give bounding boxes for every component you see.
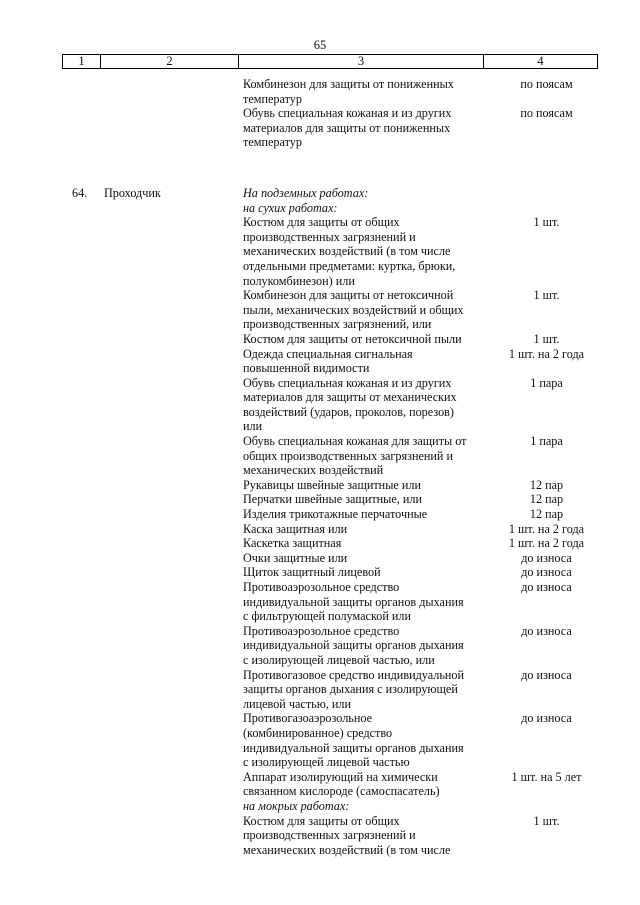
item-name-line: Каска защитная или [243,521,348,536]
column-header-1: 1 [63,55,101,69]
item-name-line: Щиток защитный лицевой [243,565,381,580]
item-quantity: до износа [521,550,572,565]
item-name-line: Костюм для защиты от общих [243,813,400,828]
item-name [243,770,486,799]
item-quantity: 1 шт. на 2 года [508,536,585,551]
item-quantity: 1 шт. на 5 лет [511,769,582,784]
item-name-line: механических воздействий [243,463,384,478]
item-name-line: производственных загрязнений и [243,229,416,244]
list-item [0,288,640,332]
item-quantity: 12 пар [529,477,564,492]
item-name [243,624,486,668]
item-name [243,507,486,522]
item-name-line: Рукавицы швейные защитные или [243,477,421,492]
list-item [0,624,640,668]
list-item [0,580,640,624]
item-name-line: повышенной видимости [243,361,370,376]
item-quantity: 1 шт. [533,331,560,346]
item-quantity: 12 пар [529,507,564,522]
item-name-line: Обувь специальная кожаная и из других [243,375,452,390]
item-name-line: связанном кислороде (самоспасатель) [243,784,440,799]
item-quantity: 12 пар [529,492,564,507]
item-name [243,522,486,537]
item-name-line: Одежда специальная сигнальная [243,346,413,361]
item-name-line: механических воздействий (в том числе [243,244,451,259]
profession-name: Проходчик [104,185,161,200]
item-name-line: отдельными предметами: куртка, брюки, [243,258,456,273]
item-name-line: температур [243,91,302,106]
row-gap [0,150,640,168]
table-body [0,77,640,857]
column-header-2: 2 [101,55,239,69]
list-item [0,522,640,537]
item-name [243,288,486,332]
item-name-line: защиты органов дыхания с изолирующей [243,682,458,697]
entry-number: 64. [72,185,88,200]
item-quantity: 1 шт. [533,813,560,828]
list-item [0,478,640,493]
item-name [243,814,486,858]
subsection-heading-wet: на мокрых работах: [243,798,350,813]
item-name-line: (комбинированное) средство [243,725,393,740]
page-number: 65 [313,38,327,52]
subsection-heading: на сухих работах: [243,200,338,215]
entry-64-wet-items [0,814,640,858]
item-name [243,668,486,712]
list-item [0,711,640,769]
item-name [243,376,486,434]
item-quantity: до износа [521,580,572,594]
item-quantity: 1 пара [530,375,563,390]
item-name-line: индивидуальной защиты органов дыхания [243,594,464,609]
item-name [243,478,486,493]
list-item [0,492,640,507]
item-name-line: Изделия трикотажные перчаточные [243,507,428,522]
item-name-line: индивидуальной защиты органов дыхания [243,740,464,755]
item-quantity: до износа [521,667,572,682]
item-name [243,565,486,580]
item-name-line: с изолирующей лицевой частью [243,755,410,770]
item-name [243,77,486,106]
list-item [0,215,640,288]
item-name-line: общих производственных загрязнений и [243,448,454,463]
item-name-line: материалов для защиты от механических [243,390,457,405]
item-name-line: производственных загрязнений, или [243,317,432,332]
item-name-line: Комбинезон для защиты от нетоксичной [243,288,454,303]
item-name-line: Противоаэрозольное средство [243,623,400,638]
list-item [0,668,640,712]
item-quantity: до износа [521,623,572,638]
list-item [0,536,640,551]
previous-entry-items [0,77,640,150]
item-name-line: Противоаэрозольное средство [243,580,400,594]
item-quantity: 1 шт. [533,215,560,230]
list-item [0,507,640,522]
item-name-line: Очки защитные или [243,550,348,565]
list-item [0,770,640,799]
list-item [0,332,640,347]
item-quantity: 1 шт. на 2 года [508,521,585,536]
item-name [243,551,486,566]
item-name [243,434,486,478]
item-name-line: механических воздействий (в том числе [243,842,451,857]
item-name-line: Костюм для защиты от нетоксичной пыли [243,331,462,346]
item-name-line: лицевой частью, или [243,696,352,711]
list-item [0,565,640,580]
item-name-line: с изолирующей лицевой частью, или [243,652,435,667]
item-name [243,492,486,507]
list-item [0,434,640,478]
row-gap [0,168,640,186]
item-name-line: пыли, механических воздействий и общих [243,302,464,317]
column-header-table [62,54,598,69]
item-name-line: индивидуальной защиты органов дыхания [243,638,464,653]
item-name [243,215,486,288]
item-name-line: Обувь специальная кожаная и из других [243,106,452,121]
item-name-line: Комбинезон для защиты от пониженных [243,77,454,91]
item-quantity: 1 пара [530,434,563,449]
item-name [243,711,486,769]
list-item [0,376,640,434]
item-name [243,106,486,150]
item-name [243,332,486,347]
item-name-line: Перчатки швейные защитные, или [243,492,423,507]
section-heading: На подземных работах: [243,185,369,200]
item-name [243,347,486,376]
item-name-line: материалов для защиты от пониженных [243,120,451,135]
item-name-line: или [243,419,263,434]
item-name-line: Противогазовое средство индивидуальной [243,667,465,682]
list-item [0,551,640,566]
item-name-line: Обувь специальная кожаная для защиты от [243,434,467,449]
list-item [0,814,640,858]
item-quantity: 1 шт. на 2 года [508,346,585,361]
item-quantity: 1 шт. [533,288,560,303]
item-name [243,580,486,624]
item-name-line: с фильтрующей полумаской или [243,609,412,624]
list-item [0,106,640,150]
entry-64-items [0,215,640,799]
entry-64 [0,186,640,857]
item-name-line: полукомбинезон) или [243,273,355,288]
item-name-line: Аппарат изолирующий на химически [243,769,438,784]
item-quantity: до износа [521,711,572,726]
item-name [243,536,486,551]
item-quantity: до износа [521,565,572,580]
column-header-3: 3 [239,55,484,69]
item-quantity: по поясам [520,106,573,121]
list-item [0,347,640,376]
item-name-line: Костюм для защиты от общих [243,215,400,230]
item-name-line: воздействий (ударов, проколов, порезов) [243,404,454,419]
column-header-4: 4 [484,55,598,69]
item-quantity: по поясам [520,77,573,91]
item-name-line: производственных загрязнений и [243,828,416,843]
item-name-line: температур [243,135,302,150]
item-name-line: Каскетка защитная [243,536,342,551]
item-name-line: Противогазоаэрозольное [243,711,373,726]
list-item [0,77,640,106]
